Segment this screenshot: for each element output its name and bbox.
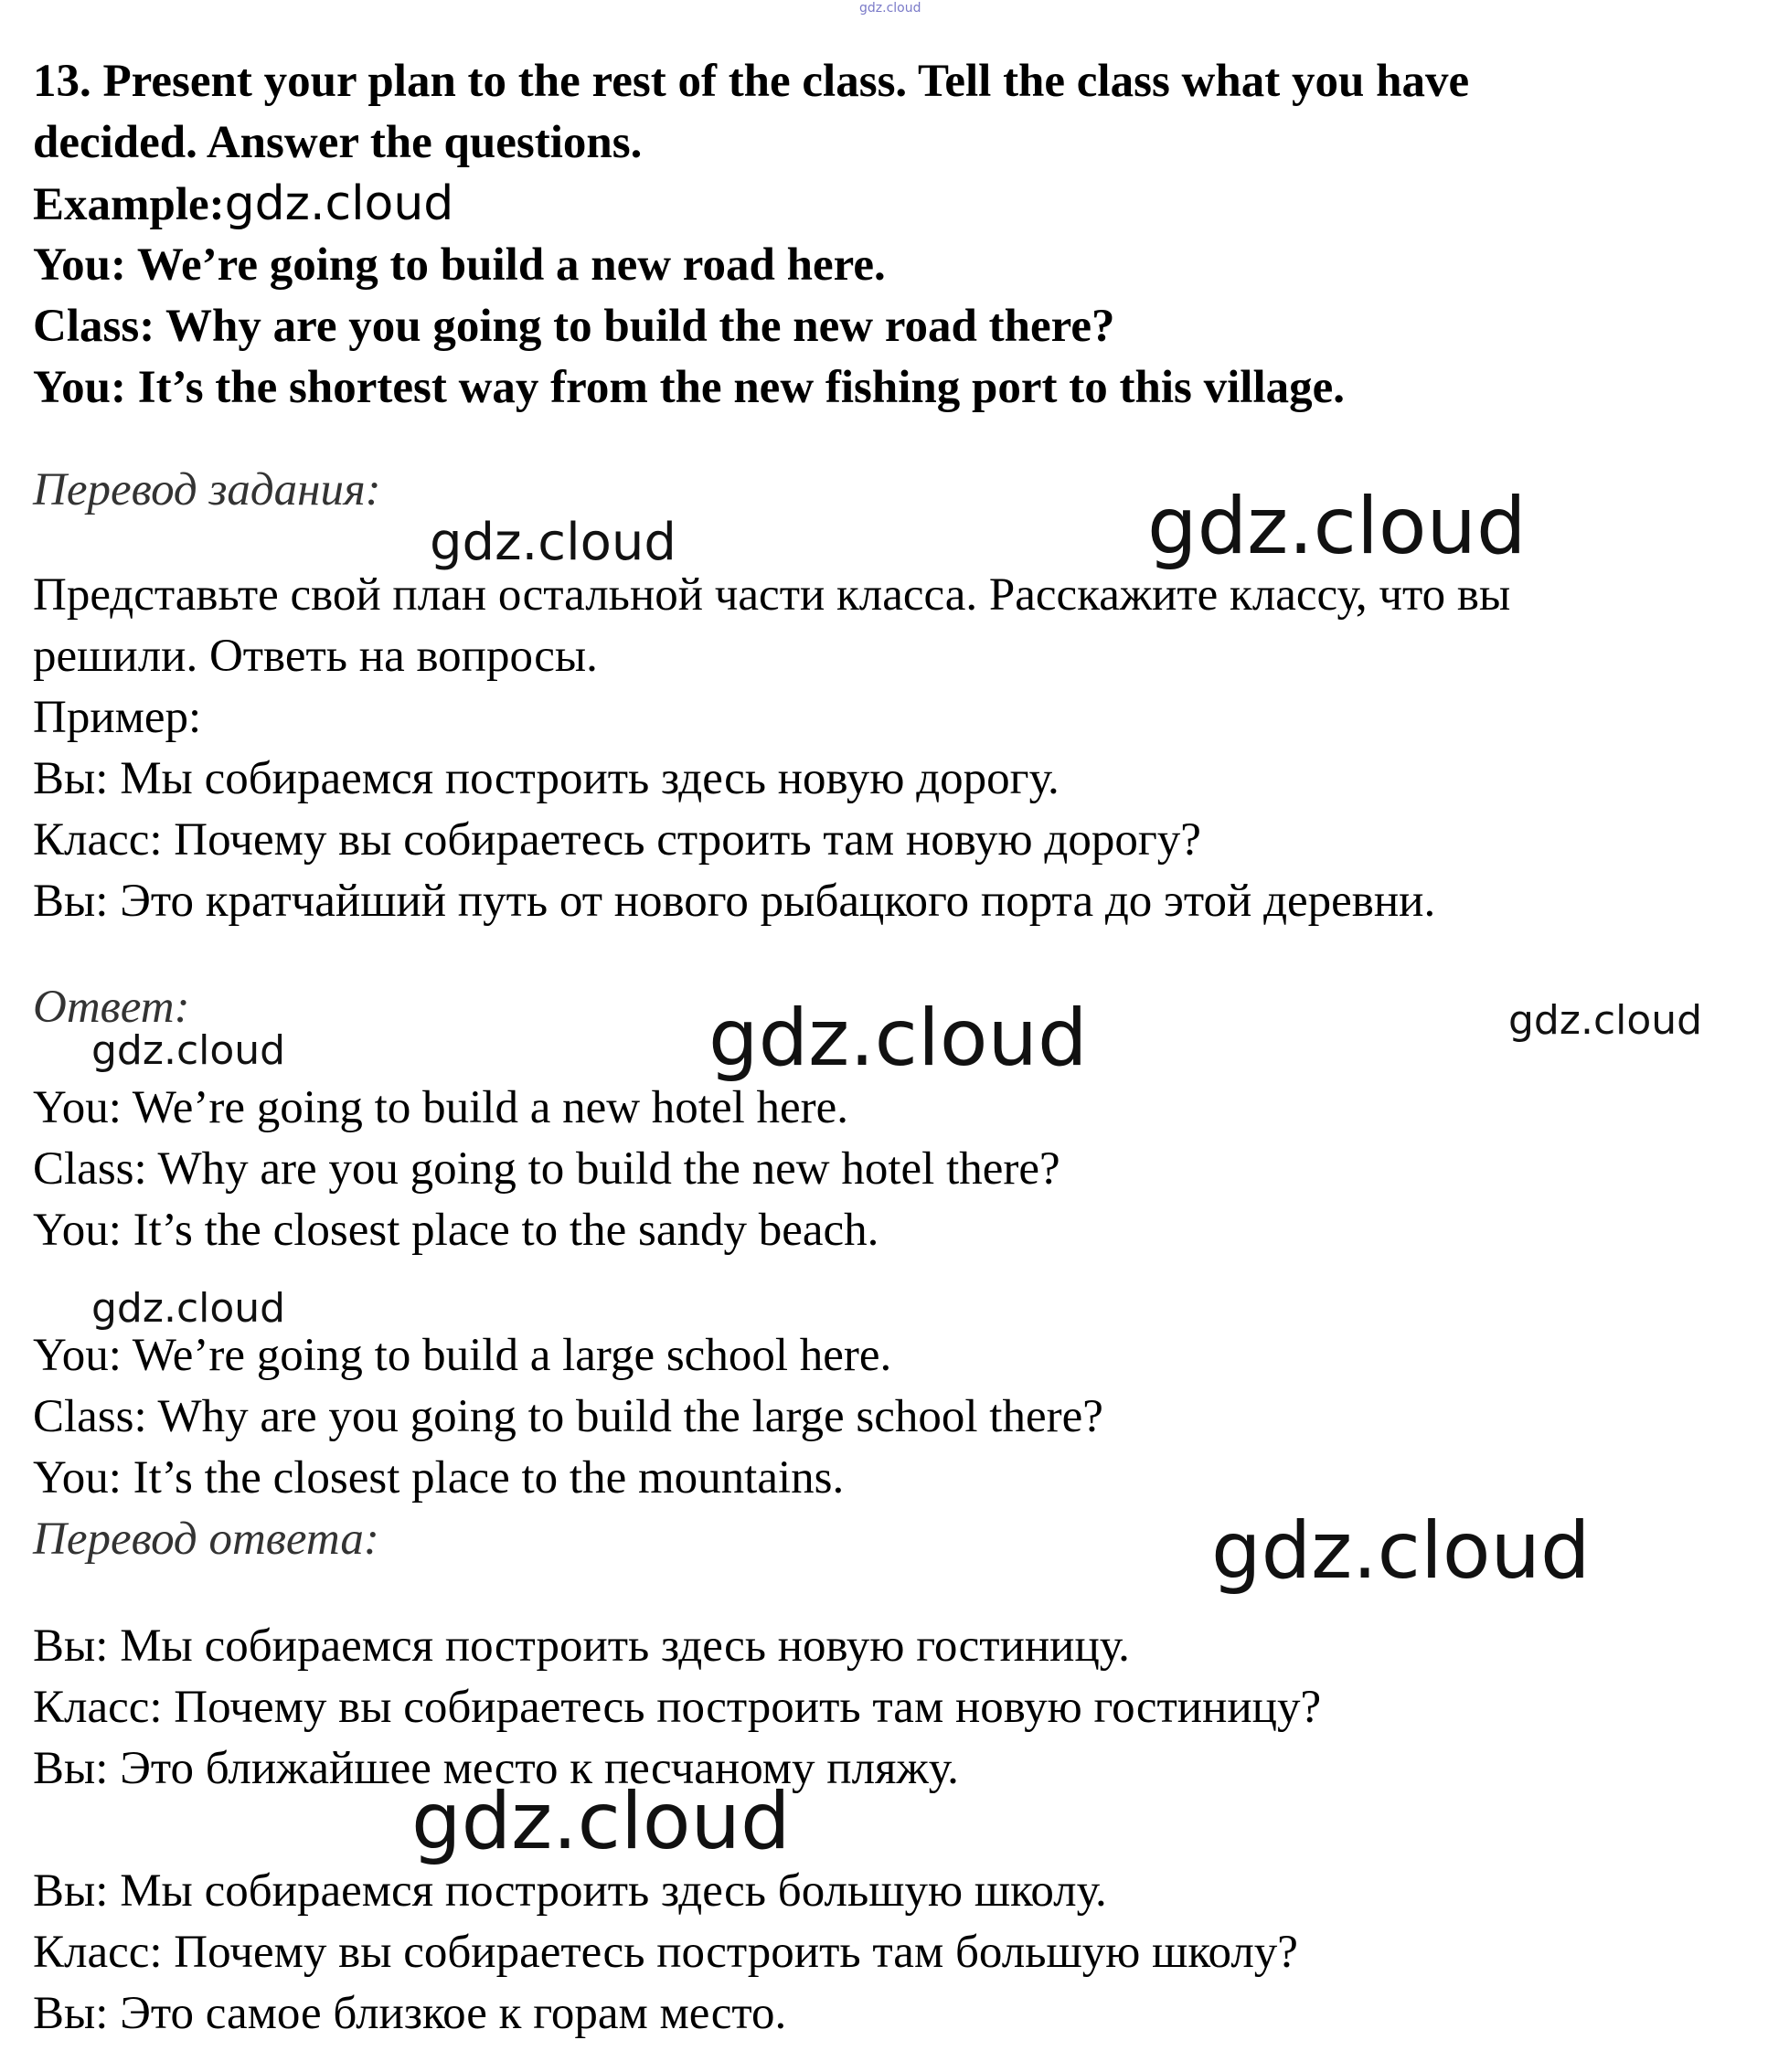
watermark-4: gdz.cloud xyxy=(708,993,1088,1084)
task-translation-example-3: Вы: Это кратчайший путь от нового рыбацкого порта до этой деревни. xyxy=(33,876,1436,927)
task-heading-line-2: decided. Answer the questions. xyxy=(33,117,643,168)
watermark-3: gdz.cloud xyxy=(91,1027,286,1074)
example-label: Example: xyxy=(33,179,225,230)
answer-dialog1-line-3: You: It’s the closest place to the sandy beach. xyxy=(33,1205,879,1256)
task-translation-example-1: Вы: Мы собираемся построить здесь новую дорогу. xyxy=(33,753,1060,804)
answer-dialog1-line-1: You: We’re going to build a new hotel here. xyxy=(33,1082,849,1133)
watermark-2: gdz.cloud xyxy=(1147,481,1527,572)
task-heading-line-1: 13. Present your plan to the rest of the class. Tell the class what you have xyxy=(33,56,1470,107)
answer-dialog2-line-3: You: It’s the closest place to the mountains. xyxy=(33,1452,845,1504)
watermark-7: gdz.cloud xyxy=(1211,1505,1591,1597)
example-line-1: You: We’re going to build a new road here. xyxy=(33,239,886,291)
answer-translation-dialog1-line-3: Вы: Это ближайшее место к песчаному пляжу. xyxy=(33,1743,959,1794)
answer-translation-dialog2-line-3: Вы: Это самое близкое к горам место. xyxy=(33,1988,787,2039)
task-translation-label: Перевод задания: xyxy=(33,464,381,515)
watermark-5: gdz.cloud xyxy=(1508,997,1703,1044)
task-translation-line-2: решили. Ответь на вопросы. xyxy=(33,631,598,682)
answer-translation-dialog1-line-1: Вы: Мы собираемся построить здесь новую гостиницу. xyxy=(33,1620,1130,1672)
watermark-6: gdz.cloud xyxy=(91,1285,286,1332)
example-line-2: Class: Why are you going to build the new road there? xyxy=(33,301,1115,352)
task-translation-line-1: Представьте свой план остальной части класса. Расскажите классу, что вы xyxy=(33,569,1511,621)
answer-dialog1-line-2: Class: Why are you going to build the new hotel there? xyxy=(33,1143,1060,1195)
answer-dialog2-line-2: Class: Why are you going to build the large school there? xyxy=(33,1391,1103,1442)
task-translation-example-label: Пример: xyxy=(33,692,202,743)
answer-label: Ответ: xyxy=(33,982,190,1033)
watermark-top: gdz.cloud xyxy=(859,1,921,16)
watermark-inline: gdz.cloud xyxy=(224,176,454,231)
answer-translation-dialog1-line-2: Класс: Почему вы собираетесь построить там новую гостиницу? xyxy=(33,1682,1322,1733)
example-line-3: You: It’s the shortest way from the new fishing port to this village. xyxy=(33,362,1346,413)
answer-translation-dialog2-line-1: Вы: Мы собираемся построить здесь большую школу. xyxy=(33,1865,1107,1917)
answer-dialog2-line-1: You: We’re going to build a large school here. xyxy=(33,1330,892,1381)
answer-translation-dialog2-line-2: Класс: Почему вы собираетесь построить там большую школу? xyxy=(33,1927,1298,1978)
watermark-8: gdz.cloud xyxy=(411,1776,791,1867)
answer-translation-label: Перевод ответа: xyxy=(33,1514,379,1565)
example-line xyxy=(33,177,453,231)
watermark-1: gdz.cloud xyxy=(430,513,676,572)
task-translation-example-2: Класс: Почему вы собираетесь строить там новую дорогу? xyxy=(33,814,1201,866)
